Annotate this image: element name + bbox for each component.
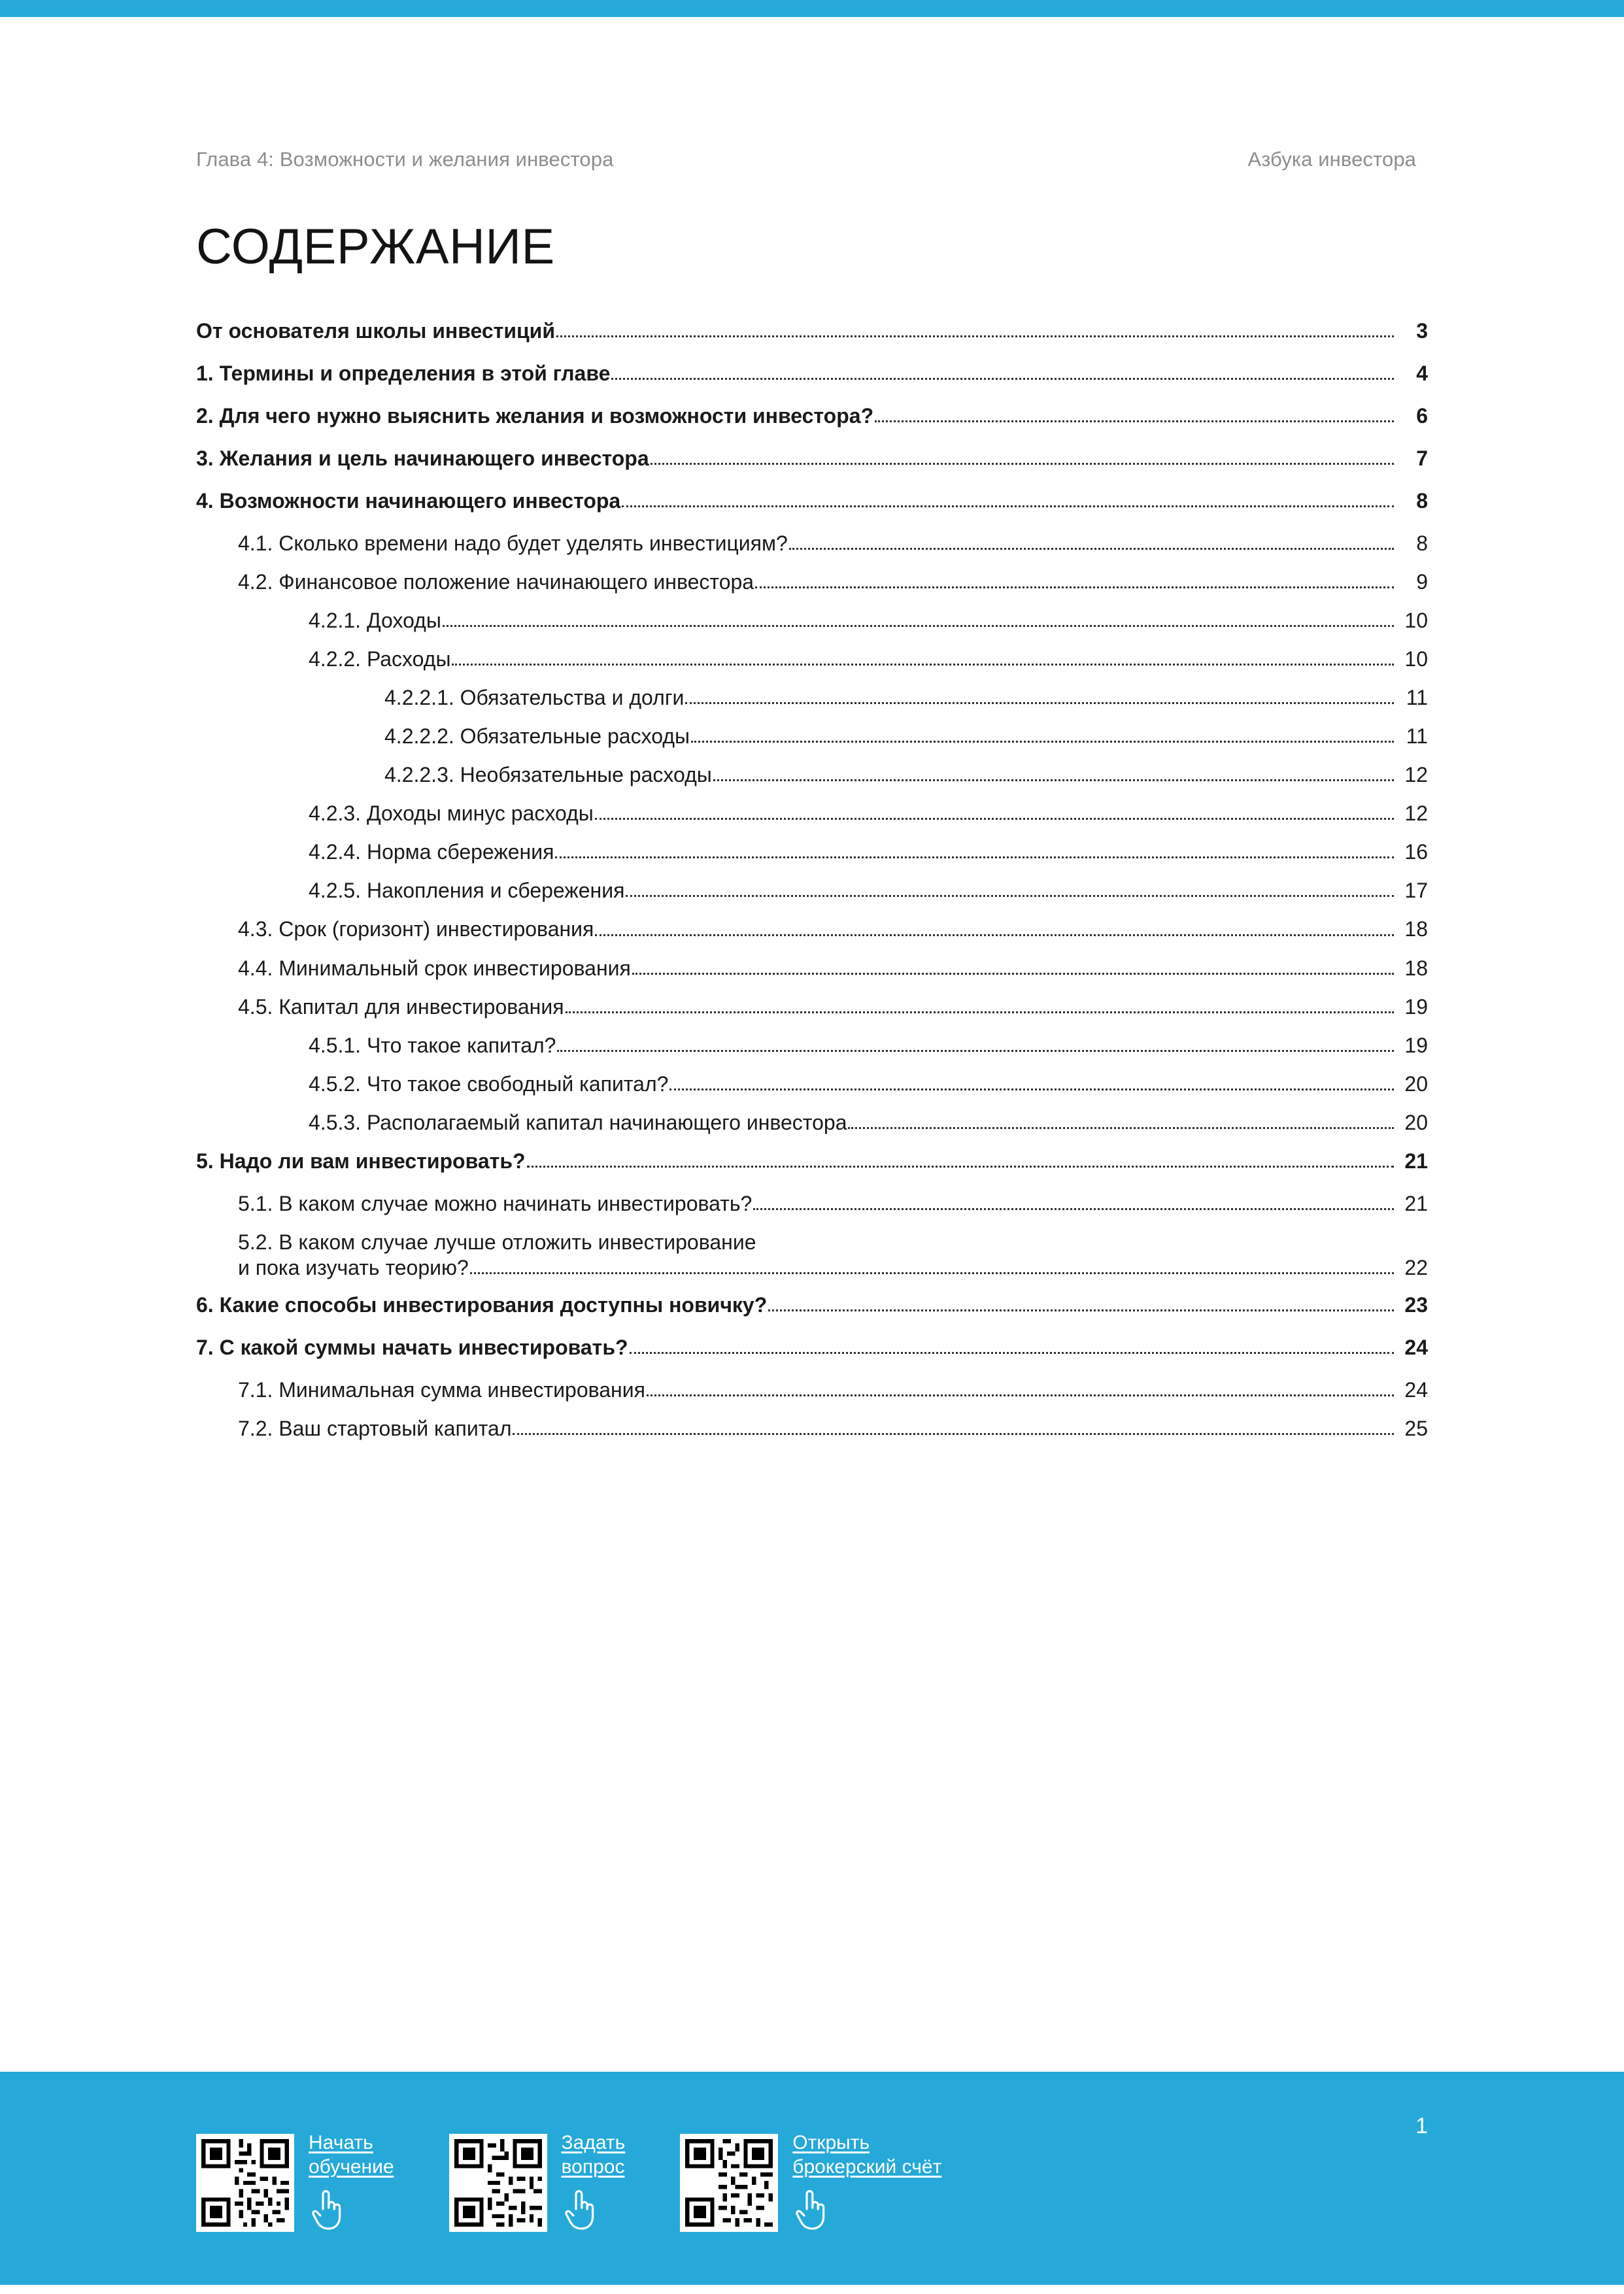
footer-link-label-0[interactable]: [309, 2131, 394, 2179]
footer-link-line2-0: обучение: [309, 2155, 394, 2178]
toc-leader-dots: [753, 1207, 1394, 1210]
footer-link-group-2[interactable]: [680, 2131, 941, 2235]
toc-entry[interactable]: [196, 446, 1428, 471]
footer-link-label-2[interactable]: [792, 2131, 941, 2179]
toc-entry-page: 24: [1404, 1335, 1428, 1359]
toc-entry-label: 5.1. В каком случае можно начинать инвестировать?: [238, 1191, 753, 1215]
toc-entry-label: 4.2.2.3. Необязательные расходы: [384, 763, 712, 787]
toc-entry-label: 4.4. Минимальный срок инвестирования: [238, 956, 631, 980]
toc-entry-label: 4.1. Сколько времени надо будет уделять инвестициям?: [238, 531, 788, 556]
toc-entry-label: 7.2. Ваш стартовый капитал: [238, 1416, 512, 1440]
toc-entry-label-continued: и пока изучать теорию?: [238, 1255, 469, 1279]
toc-entry[interactable]: [196, 1335, 1428, 1360]
toc-leader-dots: [875, 420, 1394, 422]
toc-leader-dots: [632, 972, 1394, 975]
toc-entry[interactable]: [196, 956, 1428, 981]
toc-entry-label: 4.3. Срок (горизонт) инвестирования: [238, 917, 594, 941]
toc-entry-label: 6. Какие способы инвестирования доступны новичку?: [196, 1292, 768, 1317]
qr-code-icon-0[interactable]: [196, 2134, 294, 2232]
toc-entry-page: 3: [1416, 319, 1428, 343]
page-number: 1: [1415, 2114, 1428, 2138]
toc-entry[interactable]: [196, 1377, 1428, 1403]
toc-leader-dots: [647, 1394, 1394, 1396]
toc-entry-page: 9: [1416, 570, 1428, 594]
toc-leader-dots: [685, 701, 1394, 704]
toc-leader-dots: [513, 1432, 1394, 1435]
toc-entry-label: 4.5. Капитал для инвестирования: [238, 994, 564, 1019]
toc-entry[interactable]: [196, 762, 1428, 788]
toc-leader-dots: [566, 1011, 1394, 1013]
qr-code-icon-2[interactable]: [680, 2134, 778, 2232]
toc-leader-dots: [651, 462, 1394, 465]
toc-entry[interactable]: [196, 1230, 1428, 1281]
toc-entry-page: 8: [1416, 489, 1428, 513]
toc-entry-label: 4.2.1. Доходы: [309, 609, 441, 633]
table-of-contents: [196, 318, 1428, 1442]
toc-entry-label: 4.2. Финансовое положение начинающего инвестора: [238, 570, 754, 594]
toc-entry-page: 18: [1404, 956, 1428, 980]
top-brand-bar: [0, 0, 1624, 17]
toc-entry[interactable]: [196, 801, 1428, 826]
toc-entry[interactable]: [196, 608, 1428, 633]
toc-entry-page: 10: [1404, 647, 1428, 671]
toc-entry-label: 3. Желания и цель начинающего инвестора: [196, 447, 649, 471]
toc-leader-dots: [556, 335, 1394, 337]
toc-entry[interactable]: [196, 917, 1428, 942]
toc-entry-label: 4. Возможности начинающего инвестора: [196, 489, 621, 513]
toc-entry-page: 17: [1404, 879, 1428, 903]
toc-leader-dots: [470, 1272, 1394, 1274]
toc-entry[interactable]: [196, 1292, 1428, 1318]
toc-entry-label: 4.2.3. Доходы минус расходы: [309, 801, 594, 826]
toc-entry-page: 7: [1416, 447, 1428, 471]
toc-entry-page: 19: [1404, 1033, 1428, 1057]
toc-entry-label: 7.1. Минимальная сумма инвестирования: [238, 1377, 645, 1402]
toc-entry-page: 21: [1404, 1149, 1428, 1173]
toc-entry[interactable]: [196, 839, 1428, 865]
toc-entry-page: 11: [1406, 724, 1428, 749]
page-title: СОДЕРЖАНИЕ: [196, 219, 555, 275]
footer-link-label-1[interactable]: [562, 2131, 626, 2179]
toc-entry[interactable]: [196, 994, 1428, 1020]
toc-leader-dots: [452, 663, 1394, 666]
toc-entry-page: 12: [1404, 801, 1428, 826]
toc-leader-dots: [755, 586, 1394, 588]
toc-leader-dots: [557, 1049, 1394, 1052]
toc-entry[interactable]: [196, 1191, 1428, 1217]
toc-entry-page: 19: [1404, 994, 1428, 1019]
toc-entry-label: 4.2.2. Расходы: [309, 647, 451, 671]
toc-entry[interactable]: [196, 1033, 1428, 1058]
footer-link-group-0[interactable]: [196, 2131, 394, 2235]
toc-leader-dots: [626, 894, 1394, 897]
pointing-hand-icon-0: [309, 2187, 345, 2235]
toc-entry-label: 4.2.5. Накопления и сбережения: [309, 879, 625, 903]
toc-entry-label: 1. Термины и определения в этой главе: [196, 362, 611, 386]
toc-leader-dots: [669, 1088, 1394, 1090]
running-head: [196, 17, 1428, 171]
toc-leader-dots: [630, 1351, 1394, 1354]
toc-entry[interactable]: [196, 1416, 1428, 1442]
footer-link-line2-1: вопрос: [561, 2155, 625, 2178]
toc-leader-dots: [595, 934, 1394, 936]
footer-bar: [0, 2072, 1624, 2294]
toc-entry[interactable]: [196, 1071, 1428, 1097]
toc-leader-dots: [691, 740, 1394, 743]
toc-entry-page: 25: [1404, 1416, 1428, 1440]
toc-entry-page: 23: [1404, 1292, 1428, 1317]
toc-entry-page: 22: [1404, 1255, 1428, 1279]
footer-link-line2-2: брокерский счёт: [792, 2155, 942, 2178]
toc-entry[interactable]: [196, 878, 1428, 903]
toc-entry-page: 16: [1404, 840, 1428, 864]
toc-entry-label: 4.5.2. Что такое свободный капитал?: [309, 1071, 669, 1096]
toc-leader-dots: [527, 1165, 1394, 1168]
toc-entry[interactable]: [196, 318, 1428, 344]
toc-entry[interactable]: [196, 569, 1428, 595]
toc-entry-page: 12: [1404, 763, 1428, 787]
toc-entry-page: 18: [1404, 917, 1428, 941]
toc-leader-dots: [848, 1126, 1394, 1129]
toc-entry[interactable]: [196, 685, 1428, 711]
toc-entry[interactable]: [196, 488, 1428, 514]
footer-link-line1-2: Открыть: [792, 2131, 870, 2153]
toc-rows-container: [196, 318, 1428, 1442]
toc-entry-page: 11: [1406, 686, 1428, 710]
toc-entry-label: 5.2. В каком случае лучше отложить инвестирование: [238, 1230, 756, 1254]
toc-entry-label: От основателя школы инвестиций: [196, 319, 555, 343]
toc-entry-page: 24: [1404, 1377, 1428, 1402]
toc-leader-dots: [443, 624, 1394, 627]
running-head-book: Азбука инвестора: [1247, 148, 1416, 171]
toc-entry[interactable]: [196, 647, 1428, 672]
footer-link-line1-0: Начать: [309, 2131, 373, 2153]
page-body: [0, 17, 1624, 2072]
toc-leader-dots: [789, 547, 1394, 550]
toc-leader-dots: [768, 1309, 1394, 1311]
toc-entry[interactable]: [196, 724, 1428, 749]
toc-entry[interactable]: [196, 1110, 1428, 1136]
toc-entry-label: 4.5.1. Что такое капитал?: [309, 1033, 556, 1057]
pointing-hand-icon-2: [792, 2187, 829, 2235]
toc-entry-label: 4.2.2.2. Обязательные расходы: [384, 724, 690, 749]
toc-entry[interactable]: [196, 361, 1428, 386]
toc-entry-label: 4.2.4. Норма сбережения: [309, 840, 554, 864]
toc-entry[interactable]: [196, 403, 1428, 429]
toc-leader-dots: [713, 779, 1394, 781]
toc-leader-dots: [595, 817, 1394, 820]
toc-entry-label: 7. С какой суммы начать инвестировать?: [196, 1335, 628, 1359]
toc-entry-page: 20: [1404, 1071, 1428, 1096]
running-head-chapter: Глава 4: Возможности и желания инвестора: [196, 148, 614, 171]
toc-entry-page: 21: [1404, 1191, 1428, 1215]
toc-leader-dots: [555, 856, 1394, 858]
toc-entry-page: 8: [1416, 531, 1428, 556]
toc-entry-label: 2. Для чего нужно выяснить желания и возможности инвестора?: [196, 404, 874, 428]
toc-entry-page: 6: [1416, 404, 1428, 428]
toc-entry-page: 4: [1416, 362, 1428, 386]
footer-link-line1-1: Задать: [561, 2131, 626, 2153]
toc-entry-page: 20: [1404, 1110, 1428, 1134]
toc-leader-dots: [622, 505, 1394, 507]
footer-link-group-1[interactable]: [449, 2131, 626, 2235]
bottom-white-strip: [0, 2285, 1624, 2294]
toc-entry[interactable]: [196, 1149, 1428, 1174]
toc-entry-page: 10: [1404, 609, 1428, 633]
toc-entry-label: 4.5.3. Располагаемый капитал начинающего инвестора: [309, 1110, 847, 1134]
toc-leader-dots: [611, 377, 1394, 380]
toc-entry-label: 4.2.2.1. Обязательства и долги: [384, 686, 685, 710]
toc-entry-label: 5. Надо ли вам инвестировать?: [196, 1149, 526, 1173]
pointing-hand-icon-1: [562, 2187, 598, 2235]
qr-code-icon-1[interactable]: [449, 2134, 547, 2232]
toc-entry[interactable]: [196, 531, 1428, 556]
